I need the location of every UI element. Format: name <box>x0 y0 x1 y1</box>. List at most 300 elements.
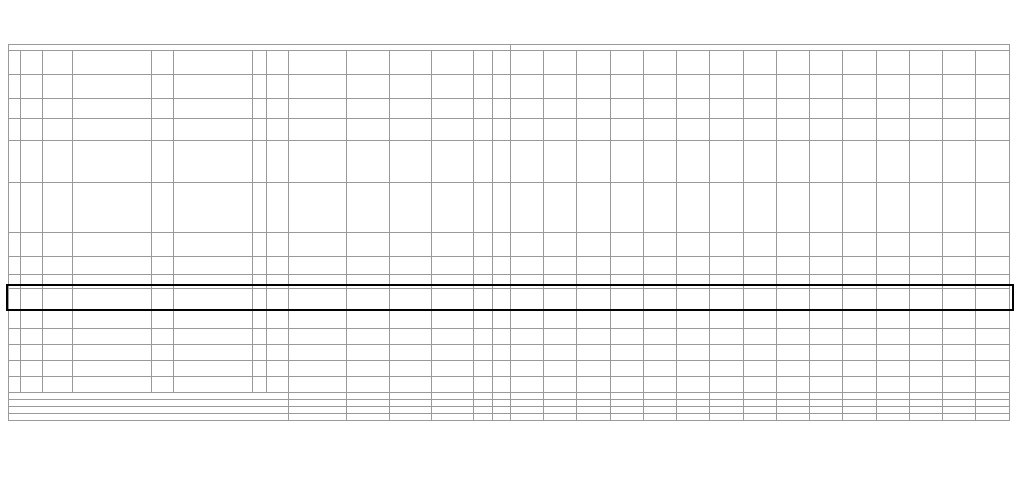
total-cell <box>289 393 347 400</box>
year-cell <box>976 233 1010 257</box>
table-cell <box>43 75 73 99</box>
year-cell <box>510 329 543 345</box>
year-cell <box>976 257 1010 275</box>
total-year-cell <box>577 414 610 421</box>
total-year-cell <box>677 393 710 400</box>
table-cell <box>347 183 389 233</box>
year-cell <box>643 377 676 393</box>
year-cell <box>677 183 710 233</box>
table-cell <box>289 183 347 233</box>
table-cell <box>432 329 474 345</box>
total-cell <box>347 393 389 400</box>
col-header <box>492 51 510 75</box>
year-cell <box>876 329 909 345</box>
year-cell <box>843 377 876 393</box>
year-cell <box>510 275 543 289</box>
total-year-cell <box>810 400 843 407</box>
year-cell <box>510 99 543 119</box>
year-header <box>610 51 643 75</box>
year-cell <box>677 361 710 377</box>
total-spacer <box>492 393 510 400</box>
total-year-cell <box>710 414 743 421</box>
year-cell <box>743 75 776 99</box>
table-cell <box>9 289 21 311</box>
year-cell <box>876 257 909 275</box>
year-cell <box>544 141 577 183</box>
year-cell <box>510 361 543 377</box>
total-row <box>9 407 1010 414</box>
table-cell <box>347 361 389 377</box>
table-cell <box>389 233 431 257</box>
table-cell <box>9 233 21 257</box>
year-cell <box>810 257 843 275</box>
year-cell <box>943 311 976 329</box>
total-year-cell <box>843 414 876 421</box>
year-cell <box>843 275 876 289</box>
year-cell <box>510 119 543 141</box>
table-cell <box>73 275 152 289</box>
table-cell <box>289 289 347 311</box>
year-cell <box>943 361 976 377</box>
year-cell <box>610 257 643 275</box>
table-cell <box>347 289 389 311</box>
year-cell <box>510 345 543 361</box>
year-cell <box>510 75 543 99</box>
table-cell <box>73 233 152 257</box>
year-cell <box>643 119 676 141</box>
year-cell <box>943 141 976 183</box>
table-cell <box>474 233 492 257</box>
table-cell <box>432 311 474 329</box>
year-cell <box>876 119 909 141</box>
table-cell <box>266 361 288 377</box>
table-cell <box>152 275 174 289</box>
total-year-cell <box>610 414 643 421</box>
year-cell <box>710 377 743 393</box>
table-cell <box>289 75 347 99</box>
table-cell <box>43 99 73 119</box>
year-cell <box>510 141 543 183</box>
table-cell <box>492 257 510 275</box>
table-cell <box>73 141 152 183</box>
year-cell <box>544 257 577 275</box>
table-cell <box>389 329 431 345</box>
year-cell <box>976 141 1010 183</box>
table-cell <box>9 183 21 233</box>
table-cell <box>266 141 288 183</box>
table-cell <box>43 311 73 329</box>
year-cell <box>610 311 643 329</box>
year-cell <box>610 377 643 393</box>
total-year-cell <box>909 414 942 421</box>
year-cell <box>909 377 942 393</box>
year-cell <box>976 183 1010 233</box>
year-cell <box>976 119 1010 141</box>
table-cell <box>174 75 253 99</box>
table-row <box>9 141 1010 183</box>
year-cell <box>943 257 976 275</box>
year-cell <box>610 361 643 377</box>
table-cell <box>252 345 266 361</box>
year-cell <box>776 275 809 289</box>
total-year-cell <box>743 407 776 414</box>
year-cell <box>577 377 610 393</box>
table-cell <box>73 119 152 141</box>
table-cell <box>474 345 492 361</box>
year-cell <box>876 99 909 119</box>
table-cell <box>152 289 174 311</box>
year-cell <box>843 141 876 183</box>
year-header <box>776 51 809 75</box>
year-cell <box>577 345 610 361</box>
year-cell <box>943 275 976 289</box>
table-cell <box>174 345 253 361</box>
year-cell <box>843 75 876 99</box>
table-row <box>9 99 1010 119</box>
total-year-cell <box>810 393 843 400</box>
year-cell <box>876 311 909 329</box>
total-cell <box>347 414 389 421</box>
total-year-cell <box>943 414 976 421</box>
year-cell <box>643 289 676 311</box>
year-cell <box>943 345 976 361</box>
year-cell <box>610 119 643 141</box>
table-cell <box>289 311 347 329</box>
table-cell <box>152 257 174 275</box>
col-header <box>432 51 474 75</box>
table-cell <box>21 233 43 257</box>
total-year-cell <box>976 393 1010 400</box>
table-row <box>9 75 1010 99</box>
table-cell <box>347 275 389 289</box>
total-year-cell <box>976 414 1010 421</box>
year-cell <box>976 275 1010 289</box>
table-cell <box>289 345 347 361</box>
year-cell <box>510 233 543 257</box>
col-header <box>266 51 288 75</box>
table-cell <box>389 361 431 377</box>
year-cell <box>544 183 577 233</box>
year-cell <box>510 377 543 393</box>
table-cell <box>266 329 288 345</box>
table-cell <box>266 99 288 119</box>
sheet-header <box>8 4 308 14</box>
table-cell <box>432 345 474 361</box>
year-cell <box>677 289 710 311</box>
table-cell <box>174 275 253 289</box>
year-cell <box>909 345 942 361</box>
year-cell <box>776 361 809 377</box>
year-cell <box>843 311 876 329</box>
total-cell <box>474 414 492 421</box>
year-cell <box>610 183 643 233</box>
table-cell <box>474 289 492 311</box>
table-cell <box>174 257 253 275</box>
year-cell <box>544 289 577 311</box>
year-header <box>577 51 610 75</box>
year-cell <box>643 233 676 257</box>
total-cell <box>432 400 474 407</box>
total-year-cell <box>544 393 577 400</box>
year-cell <box>810 275 843 289</box>
total-label <box>9 407 289 414</box>
year-cell <box>743 311 776 329</box>
table-cell <box>432 99 474 119</box>
table-cell <box>432 361 474 377</box>
year-cell <box>677 99 710 119</box>
table-cell <box>389 275 431 289</box>
year-cell <box>909 275 942 289</box>
table-cell <box>389 345 431 361</box>
total-year-cell <box>544 414 577 421</box>
total-year-cell <box>510 393 543 400</box>
table-cell <box>252 183 266 233</box>
year-cell <box>843 345 876 361</box>
total-year-cell <box>710 407 743 414</box>
year-cell <box>743 233 776 257</box>
total-row <box>9 393 1010 400</box>
table-cell <box>389 119 431 141</box>
table-cell <box>9 99 21 119</box>
table-cell <box>43 183 73 233</box>
table-cell <box>492 119 510 141</box>
total-year-cell <box>643 393 676 400</box>
table-cell <box>9 257 21 275</box>
total-year-cell <box>610 393 643 400</box>
table-cell <box>9 361 21 377</box>
total-year-cell <box>743 400 776 407</box>
table-cell <box>9 75 21 99</box>
year-cell <box>976 311 1010 329</box>
year-cell <box>610 289 643 311</box>
year-cell <box>743 141 776 183</box>
year-cell <box>743 99 776 119</box>
year-header <box>743 51 776 75</box>
total-spacer <box>492 414 510 421</box>
year-cell <box>876 275 909 289</box>
table-row <box>9 377 1010 393</box>
year-cell <box>710 233 743 257</box>
total-cell <box>474 393 492 400</box>
year-cell <box>677 345 710 361</box>
table-cell <box>21 141 43 183</box>
year-cell <box>810 233 843 257</box>
table-cell <box>474 377 492 393</box>
year-cell <box>943 119 976 141</box>
year-cell <box>544 377 577 393</box>
year-cell <box>577 329 610 345</box>
year-cell <box>510 311 543 329</box>
table-cell <box>389 183 431 233</box>
total-cell <box>289 414 347 421</box>
year-cell <box>710 141 743 183</box>
col-header <box>252 51 266 75</box>
table-cell <box>152 311 174 329</box>
year-cell <box>610 141 643 183</box>
table-cell <box>43 275 73 289</box>
year-cell <box>610 233 643 257</box>
year-cell <box>710 311 743 329</box>
year-cell <box>909 99 942 119</box>
table-cell <box>21 183 43 233</box>
year-cell <box>743 361 776 377</box>
total-spacer <box>492 400 510 407</box>
year-cell <box>643 75 676 99</box>
table-cell <box>174 311 253 329</box>
total-cell <box>474 407 492 414</box>
table-row <box>9 275 1010 289</box>
year-cell <box>909 183 942 233</box>
header-row <box>9 51 1010 75</box>
table-cell <box>174 119 253 141</box>
table-cell <box>252 257 266 275</box>
total-year-cell <box>643 407 676 414</box>
year-header <box>976 51 1010 75</box>
table-row <box>9 257 1010 275</box>
total-year-cell <box>843 393 876 400</box>
table-cell <box>73 329 152 345</box>
year-cell <box>843 329 876 345</box>
year-cell <box>544 99 577 119</box>
year-cell <box>710 361 743 377</box>
year-cell <box>976 345 1010 361</box>
year-cell <box>677 377 710 393</box>
total-year-cell <box>776 400 809 407</box>
year-cell <box>843 257 876 275</box>
table-cell <box>174 361 253 377</box>
table-cell <box>21 377 43 393</box>
year-cell <box>610 345 643 361</box>
table-cell <box>432 275 474 289</box>
table-cell <box>474 99 492 119</box>
total-year-cell <box>677 407 710 414</box>
year-cell <box>677 119 710 141</box>
total-year-cell <box>776 393 809 400</box>
table-cell <box>73 377 152 393</box>
year-cell <box>909 119 942 141</box>
year-cell <box>643 311 676 329</box>
year-cell <box>976 361 1010 377</box>
year-cell <box>776 75 809 99</box>
total-year-cell <box>643 400 676 407</box>
table-cell <box>43 361 73 377</box>
total-cell <box>389 407 431 414</box>
table-cell <box>432 183 474 233</box>
year-cell <box>577 233 610 257</box>
year-header <box>909 51 942 75</box>
table-cell <box>389 377 431 393</box>
table-cell <box>152 345 174 361</box>
total-cell <box>347 400 389 407</box>
table-cell <box>21 119 43 141</box>
table-cell <box>347 141 389 183</box>
table-row <box>9 233 1010 257</box>
year-cell <box>843 289 876 311</box>
year-header <box>510 51 543 75</box>
table-cell <box>492 183 510 233</box>
year-cell <box>943 75 976 99</box>
year-cell <box>909 311 942 329</box>
table-cell <box>266 289 288 311</box>
table-cell <box>432 233 474 257</box>
year-cell <box>710 99 743 119</box>
total-year-cell <box>610 400 643 407</box>
table-cell <box>73 345 152 361</box>
year-cell <box>976 99 1010 119</box>
table-cell <box>266 183 288 233</box>
year-cell <box>677 141 710 183</box>
table-cell <box>252 289 266 311</box>
col-header <box>474 51 492 75</box>
table-cell <box>474 275 492 289</box>
year-header <box>643 51 676 75</box>
year-cell <box>843 233 876 257</box>
total-year-cell <box>577 400 610 407</box>
year-cell <box>776 119 809 141</box>
table-cell <box>492 377 510 393</box>
table-row <box>9 183 1010 233</box>
table-cell <box>432 377 474 393</box>
table-cell <box>289 329 347 345</box>
year-cell <box>710 183 743 233</box>
table-cell <box>73 361 152 377</box>
year-cell <box>710 75 743 99</box>
total-year-cell <box>909 407 942 414</box>
year-cell <box>710 289 743 311</box>
table-cell <box>252 329 266 345</box>
year-cell <box>577 311 610 329</box>
year-cell <box>577 275 610 289</box>
col-header <box>9 51 21 75</box>
year-cell <box>810 329 843 345</box>
table-cell <box>152 377 174 393</box>
table-cell <box>21 329 43 345</box>
table-row <box>9 289 1010 311</box>
year-cell <box>710 257 743 275</box>
table-cell <box>43 233 73 257</box>
year-cell <box>909 289 942 311</box>
table-cell <box>492 233 510 257</box>
table-cell <box>492 361 510 377</box>
year-cell <box>876 233 909 257</box>
total-year-cell <box>909 400 942 407</box>
table-cell <box>21 257 43 275</box>
year-cell <box>677 233 710 257</box>
table-cell <box>347 345 389 361</box>
year-cell <box>876 289 909 311</box>
year-cell <box>677 311 710 329</box>
total-label <box>9 400 289 407</box>
year-cell <box>876 75 909 99</box>
table-cell <box>174 329 253 345</box>
table-cell <box>347 119 389 141</box>
table-cell <box>152 361 174 377</box>
year-cell <box>677 275 710 289</box>
table-cell <box>492 275 510 289</box>
table-cell <box>432 257 474 275</box>
table-cell <box>152 99 174 119</box>
table-cell <box>266 75 288 99</box>
table-cell <box>21 361 43 377</box>
col-header <box>73 51 152 75</box>
table-cell <box>432 75 474 99</box>
table-cell <box>474 329 492 345</box>
total-year-cell <box>743 393 776 400</box>
total-year-cell <box>976 407 1010 414</box>
year-cell <box>776 377 809 393</box>
year-cell <box>510 289 543 311</box>
table-cell <box>266 377 288 393</box>
